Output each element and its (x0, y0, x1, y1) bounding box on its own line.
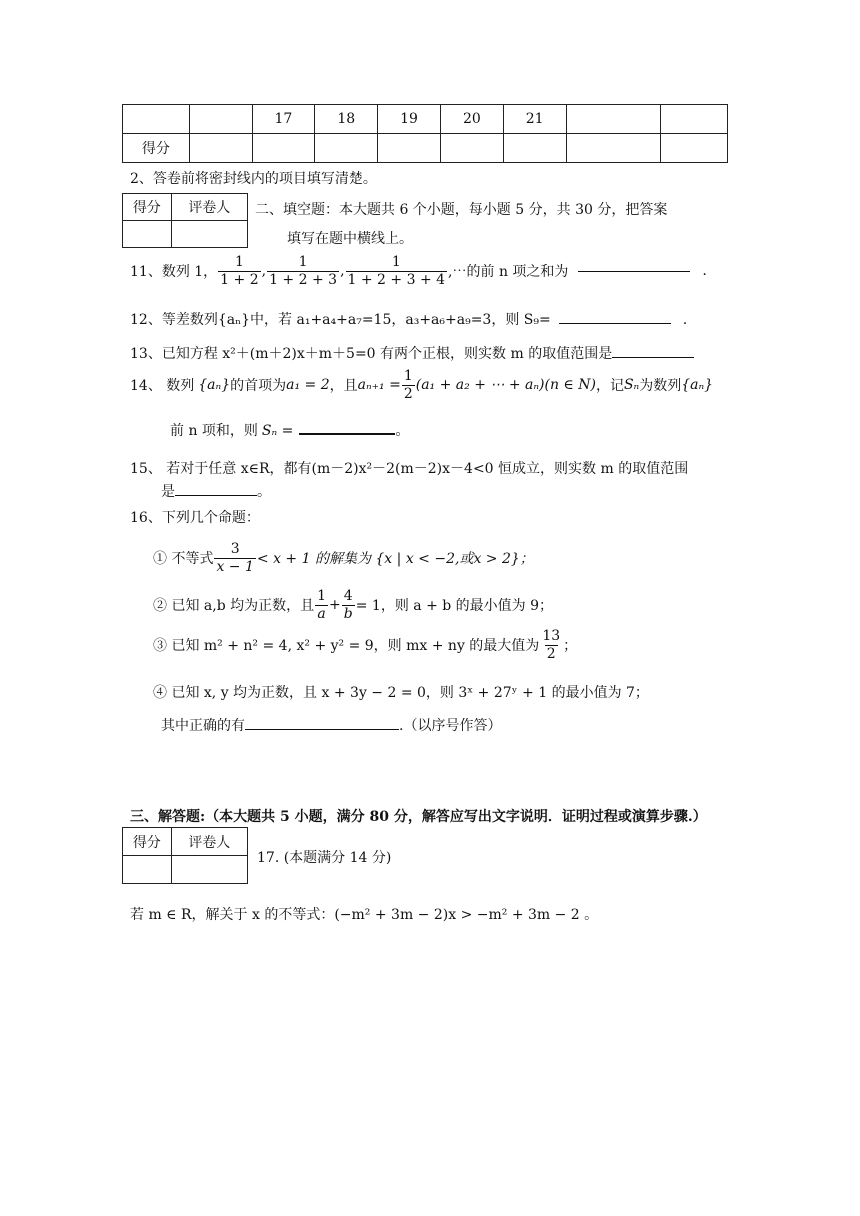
grader-score-label: 得分 (123, 194, 172, 221)
p1-rest: < x + 1 的解集为 {x | x < −2,或x > 2}； (256, 551, 534, 567)
q13-answer-blank[interactable] (612, 357, 694, 358)
score-table-header-cell: 20 (440, 105, 503, 134)
fraction-denominator: 2 (546, 645, 556, 662)
p3-fraction (540, 628, 562, 661)
fraction-denominator: x − 1 (216, 558, 254, 575)
q14-sequence: {aₙ} (681, 377, 714, 393)
fraction-denominator: a (317, 605, 326, 622)
fraction-denominator: 1 + 2 + 3 + 4 (347, 271, 446, 288)
q14-sn-eq: Sₙ = (261, 423, 294, 439)
score-table-header-cell (123, 105, 190, 134)
question-14 (130, 363, 713, 407)
p1-label: ① 不等式 (153, 551, 214, 567)
fraction-numerator: 13 (542, 628, 561, 645)
q11-fraction (267, 254, 339, 287)
q16-answer-blank[interactable] (245, 729, 399, 730)
q17-title: 17. (本题满分 14 分) (257, 850, 392, 866)
q14-line2-end: 。 (395, 423, 410, 439)
q14-prefix: 14、 数列 (130, 378, 195, 394)
q11-answer-blank[interactable] (578, 271, 690, 272)
section2-heading-line2: 填写在题中横线上。 (287, 231, 413, 247)
section2-grader-box (122, 193, 248, 248)
score-table-header-cell: 19 (378, 105, 441, 134)
q16-answer-prefix: 其中正确的有 (161, 718, 245, 734)
fraction-numerator: 1 (234, 254, 244, 271)
p3-label: ③ 已知 m² + n² = 4, x² + y² = 9，则 mx + ny 的最大值为 (153, 638, 540, 654)
p2-fraction-2 (342, 588, 355, 621)
fraction-denominator: 2 (403, 385, 413, 402)
q12-text: 12、等差数列{aₙ}中，若 a₁+a₄+a₇=15，a₃+a₆+a₉=3，则 S₉= (130, 312, 551, 328)
score-cell[interactable] (440, 134, 503, 163)
fraction-denominator: b (343, 605, 353, 622)
q16-answer-suffix: .（以序号作答） (399, 718, 502, 734)
q11-prefix: 11、数列 1， (130, 264, 218, 280)
q14-sequence: {aₙ} (198, 377, 231, 393)
q14-line2-prefix: 前 n 项和，则 (170, 423, 258, 439)
score-cell[interactable] (566, 134, 661, 163)
grader-name-cell[interactable] (171, 856, 247, 884)
q13-text: 13、已知方程 x²＋(m＋2)x＋m＋5=0 有两个正根，则实数 m 的取值范围是 (130, 346, 613, 362)
p2-fraction-1 (315, 588, 328, 621)
score-cell[interactable] (252, 134, 315, 163)
fraction-numerator: 4 (343, 588, 353, 605)
score-table (122, 104, 728, 163)
q16-answer-line (161, 715, 501, 735)
p2-plus: + (329, 597, 341, 613)
p3-rest: ； (563, 638, 578, 654)
p2-label: ② 已知 a,b 均为正数，且 (153, 598, 315, 614)
section3-grader-box (122, 827, 248, 884)
fraction-denominator: 1 + 2 + 3 (269, 271, 338, 288)
grader-name-label: 评卷人 (171, 828, 247, 856)
score-table-header-cell (566, 105, 661, 134)
q14-sn: Sₙ (623, 377, 640, 393)
section2-heading: 二、填空题：本大题共 6 个小题，每小题 5 分，共 30 分，把答案 (255, 202, 668, 218)
question-15-line2 (161, 481, 271, 501)
q17-text: 若 m ∈ R，解关于 x 的不等式：(−m² + 3m − 2)x > −m² + 3m − 2 。 (130, 907, 599, 923)
score-row-label: 得分 (123, 134, 190, 163)
fraction-numerator: 1 (298, 254, 308, 271)
q16-proposition-3 (153, 623, 577, 667)
score-cell[interactable] (315, 134, 378, 163)
grader-name-cell[interactable] (171, 221, 247, 248)
question-15: 15、 若对于任意 x∈R，都有(m－2)x²－2(m－2)x－4<0 恒成立，则实数 m 的取值范围 (130, 461, 689, 477)
question-13 (130, 343, 694, 363)
grader-score-label: 得分 (123, 828, 172, 856)
grader-score-cell[interactable] (123, 221, 172, 248)
q14-half-fraction (402, 368, 415, 401)
score-cell[interactable] (661, 134, 728, 163)
instruction-note: 2、答卷前将密封线内的项目填写清楚。 (130, 171, 377, 187)
q14-text: 为数列 (639, 378, 682, 394)
score-table-header-cell: 17 (252, 105, 315, 134)
question-14-line2 (170, 420, 409, 440)
fraction-denominator: 1 + 2 (220, 271, 259, 288)
score-table-header-cell (189, 105, 252, 134)
p2-rest: = 1，则 a + b 的最小值为 9； (355, 598, 554, 614)
q16-proposition-2 (153, 583, 553, 627)
fraction-numerator: 1 (317, 588, 327, 605)
p1-fraction (214, 541, 255, 574)
q14-text: ，记 (595, 378, 624, 394)
score-cell[interactable] (189, 134, 252, 163)
grader-score-cell[interactable] (123, 856, 172, 884)
grader-name-label: 评卷人 (171, 194, 247, 221)
fraction-numerator: 1 (403, 368, 413, 385)
q14-text: 的首项为 (230, 378, 287, 394)
q14-first-term: a₁ = 2 (286, 377, 330, 393)
score-table-header-cell: 18 (315, 105, 378, 134)
q12-end: . (682, 312, 688, 328)
q15-line2-prefix: 是 (161, 484, 175, 500)
score-table-header-cell: 21 (503, 105, 566, 134)
score-cell[interactable] (378, 134, 441, 163)
question-16-intro: 16、下列几个命题： (130, 510, 260, 526)
q12-answer-blank[interactable] (559, 323, 671, 324)
q14-answer-blank[interactable] (299, 433, 395, 435)
q15-line2-end: 。 (257, 484, 271, 500)
q11-fraction (218, 254, 260, 287)
q11-fraction (346, 254, 448, 287)
q14-text: ，且 (329, 378, 358, 394)
q14-sum: (a₁ + a₂ + ⋯ + aₙ)(n ∈ N) (415, 377, 596, 393)
q11-end: . (702, 263, 707, 279)
score-table-header-cell (661, 105, 728, 134)
q11-suffix: ,⋯的前 n 项之和为 (448, 264, 569, 280)
question-12 (130, 309, 687, 329)
q15-answer-blank[interactable] (175, 495, 257, 496)
fraction-numerator: 3 (230, 541, 240, 558)
fraction-numerator: 1 (391, 254, 401, 271)
section3-heading: 三、解答题:（本大题共 5 小题，满分 80 分，解答应写出文字说明．证明过程或演算步骤.） (130, 809, 707, 825)
q16-proposition-1 (153, 536, 534, 580)
q16-proposition-4: ④ 已知 x, y 均为正数，且 x + 3y − 2 = 0，则 3ˣ + 27ʸ + 1 的最小值为 7； (153, 685, 649, 701)
question-11: 11、数列 1， $\frac{1}{1 + 2}$ , $\frac{1}{1 + 2 + 3}$ , $\frac{1}{1 + 2 + 3 + 4}$ ,⋯的前 n 项之和为 . (130, 254, 707, 288)
q14-recurrence: aₙ₊₁ = (357, 377, 401, 393)
score-cell[interactable] (503, 134, 566, 163)
